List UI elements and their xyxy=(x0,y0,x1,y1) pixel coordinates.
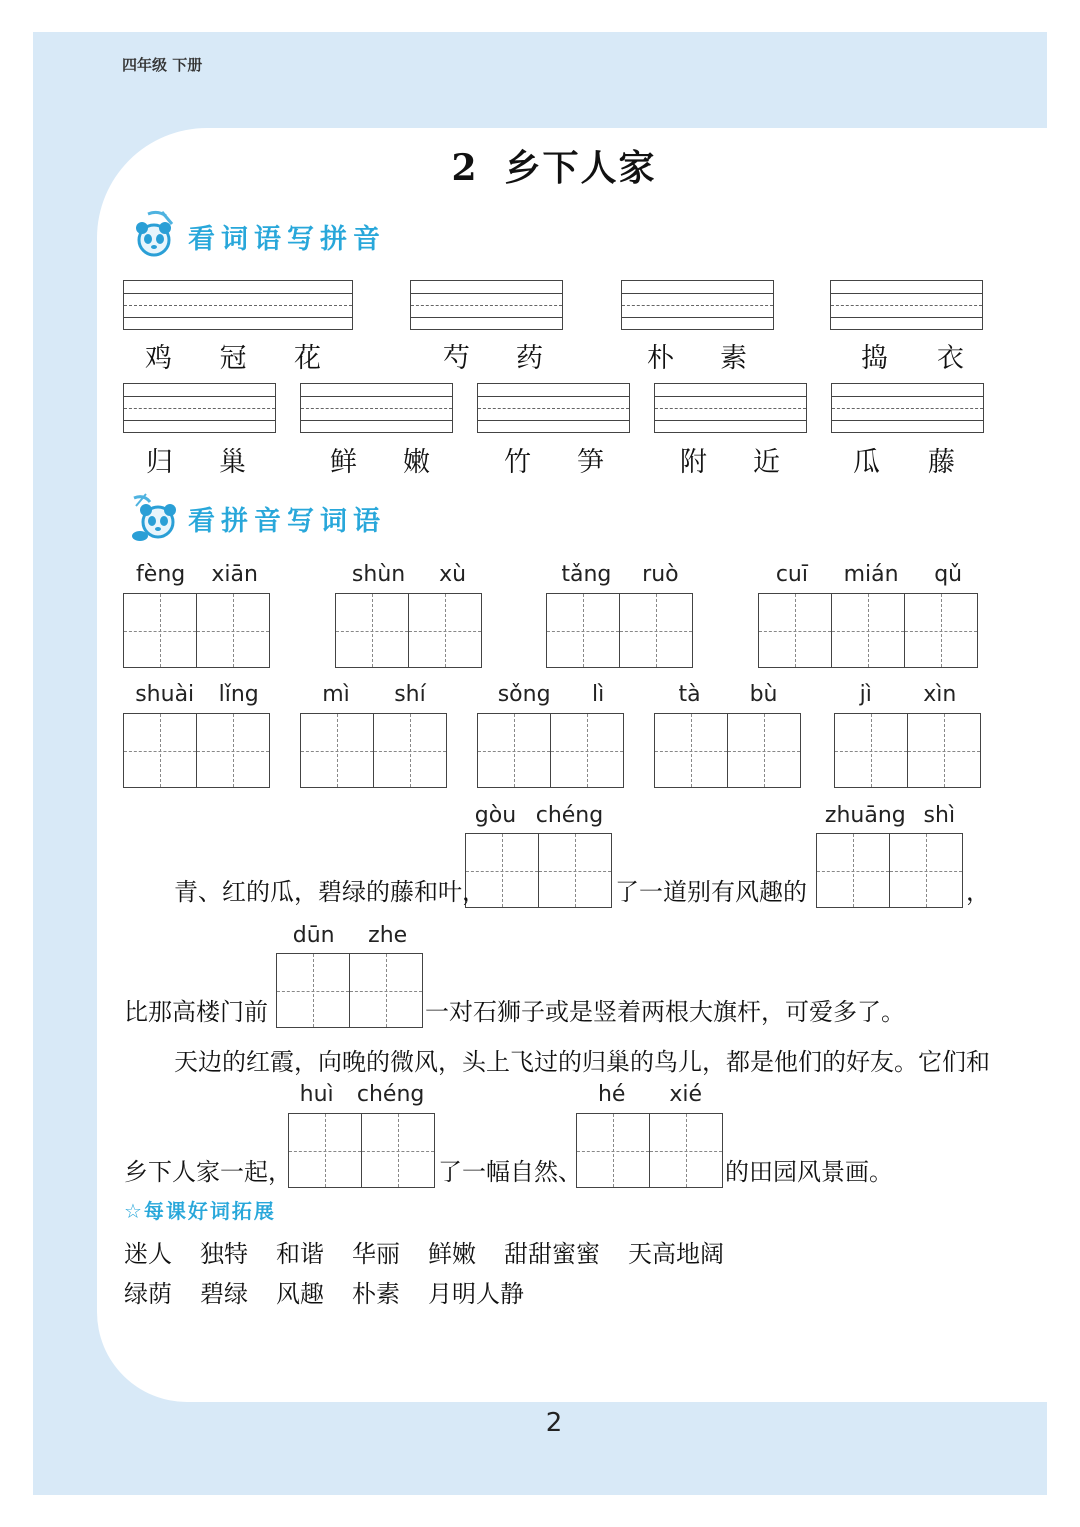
extension-word-list xyxy=(124,1234,752,1269)
pinyin-prompt xyxy=(465,803,613,828)
character-grid[interactable] xyxy=(546,593,693,668)
extension-word: 迷人 xyxy=(124,1240,172,1268)
word-item xyxy=(443,336,543,375)
pinyin-syllable: tǎng xyxy=(561,562,612,587)
word-char: 瓜 xyxy=(853,447,880,478)
character-grid[interactable] xyxy=(123,593,270,668)
pinyin-prompt xyxy=(816,803,964,828)
character-grid[interactable] xyxy=(300,713,447,788)
extension-word: 绿荫 xyxy=(124,1280,172,1308)
pinyin-syllable: hé xyxy=(597,1082,626,1107)
word-char: 附 xyxy=(680,447,707,478)
word-char: 芍 xyxy=(443,343,470,374)
pinyin-syllable: shí xyxy=(394,682,426,707)
word-item xyxy=(330,440,430,479)
pinyin-answer-box[interactable] xyxy=(654,383,807,433)
section1-heading: 看词语写拼音 xyxy=(188,223,386,255)
pinyin-answer-box[interactable] xyxy=(123,280,353,330)
pinyin-prompt xyxy=(335,562,483,587)
extension-word: 风趣 xyxy=(276,1280,324,1308)
extension-word: 朴素 xyxy=(352,1280,400,1308)
section2-header xyxy=(128,492,386,544)
word-item xyxy=(861,336,964,375)
pinyin-syllable: huì xyxy=(299,1082,334,1107)
passage-text: 了一道别有风趣的 xyxy=(615,878,807,906)
pinyin-syllable: chéng xyxy=(535,803,604,828)
lesson-name: 乡下人家 xyxy=(504,147,657,189)
panda-icon xyxy=(128,492,184,544)
character-grid[interactable] xyxy=(465,833,612,908)
word-char: 药 xyxy=(516,343,543,374)
pinyin-syllable: xìn xyxy=(923,682,957,707)
word-char: 鲜 xyxy=(330,447,357,478)
pinyin-prompt xyxy=(276,923,424,948)
word-char: 嫩 xyxy=(403,447,430,478)
word-item xyxy=(145,336,321,375)
pinyin-syllable: fèng xyxy=(136,562,186,587)
pinyin-syllable: sǒng xyxy=(497,682,551,707)
passage-text: 了一幅自然、 xyxy=(438,1158,582,1186)
word-char: 素 xyxy=(720,343,747,374)
lesson-title xyxy=(0,140,1080,191)
character-grid[interactable] xyxy=(288,1113,435,1188)
pinyin-syllable: tà xyxy=(678,682,701,707)
passage-text: 乡下人家一起， xyxy=(124,1158,292,1186)
pinyin-prompt xyxy=(477,682,625,707)
word-item xyxy=(146,440,246,479)
pinyin-syllable: chéng xyxy=(356,1082,425,1107)
character-grid[interactable] xyxy=(477,713,624,788)
word-char: 巢 xyxy=(219,447,246,478)
pinyin-answer-box[interactable] xyxy=(830,280,983,330)
pinyin-answer-box[interactable] xyxy=(410,280,563,330)
pinyin-syllable: gòu xyxy=(474,803,517,828)
character-grid[interactable] xyxy=(654,713,801,788)
extension-word: 月明人静 xyxy=(428,1280,524,1308)
section1-header xyxy=(128,210,386,262)
pinyin-syllable: zhuāng xyxy=(824,803,906,828)
extension-word: 甜甜蜜蜜 xyxy=(504,1240,600,1268)
passage-text: 天边的红霞，向晚的微风，头上飞过的归巢的鸟儿，都是他们的好友。它们和 xyxy=(174,1048,990,1076)
extension-word: 华丽 xyxy=(352,1240,400,1268)
word-char: 归 xyxy=(146,447,173,478)
character-grid[interactable] xyxy=(276,953,423,1028)
pinyin-answer-box[interactable] xyxy=(477,383,630,433)
pinyin-syllable: shì xyxy=(923,803,956,828)
pinyin-answer-box[interactable] xyxy=(621,280,774,330)
character-grid[interactable] xyxy=(335,593,482,668)
pinyin-prompt xyxy=(123,682,271,707)
pinyin-prompt xyxy=(576,1082,724,1107)
pinyin-prompt xyxy=(834,682,982,707)
pinyin-prompt xyxy=(758,562,980,587)
page-number: 2 xyxy=(545,1408,563,1438)
passage-text: 比那高楼门前 xyxy=(124,998,268,1026)
word-item xyxy=(680,440,780,479)
word-char: 衣 xyxy=(937,343,964,374)
pinyin-syllable: cuī xyxy=(775,562,808,587)
character-grid[interactable] xyxy=(576,1113,723,1188)
grade-label: 四年级 下册 xyxy=(122,56,203,74)
pinyin-syllable: xié xyxy=(669,1082,703,1107)
extension-word: 碧绿 xyxy=(200,1280,248,1308)
pinyin-syllable: qǔ xyxy=(934,562,963,587)
word-char: 冠 xyxy=(219,343,247,374)
word-char: 捣 xyxy=(861,343,888,374)
word-char: 朴 xyxy=(647,343,674,374)
lesson-number: 2 xyxy=(451,147,479,189)
character-grid[interactable] xyxy=(816,833,963,908)
pinyin-syllable: mián xyxy=(843,562,899,587)
extension-word: 天高地阔 xyxy=(628,1240,724,1268)
character-grid[interactable] xyxy=(758,593,978,668)
pinyin-answer-box[interactable] xyxy=(123,383,276,433)
word-item xyxy=(853,440,955,479)
word-item xyxy=(504,440,604,479)
extension-word: 和谐 xyxy=(276,1240,324,1268)
passage-text: 的田园风景画。 xyxy=(725,1158,893,1186)
character-grid[interactable] xyxy=(123,713,270,788)
word-char: 笋 xyxy=(577,447,604,478)
character-grid[interactable] xyxy=(834,713,981,788)
word-char: 鸡 xyxy=(145,343,172,374)
extension-heading: ☆每课好词拓展 xyxy=(124,1199,276,1223)
pinyin-prompt xyxy=(300,682,448,707)
word-char: 竹 xyxy=(504,447,531,478)
pinyin-syllable: shùn xyxy=(351,562,406,587)
panda-icon xyxy=(128,210,184,262)
pinyin-prompt xyxy=(123,562,271,587)
pinyin-syllable: lì xyxy=(592,682,605,707)
pinyin-syllable: xù xyxy=(439,562,467,587)
pinyin-prompt xyxy=(546,562,694,587)
word-char: 近 xyxy=(753,447,780,478)
passage-text: 一对石狮子或是竖着两根大旗杆，可爱多了。 xyxy=(425,998,905,1026)
pinyin-syllable: shuài xyxy=(135,682,195,707)
pinyin-syllable: jì xyxy=(859,682,872,707)
passage-text: ， xyxy=(966,878,990,906)
pinyin-syllable: mì xyxy=(322,682,350,707)
extension-word: 独特 xyxy=(200,1240,248,1268)
pinyin-syllable: bù xyxy=(749,682,778,707)
extension-word: 鲜嫩 xyxy=(428,1240,476,1268)
pinyin-syllable: xiān xyxy=(211,562,258,587)
pinyin-prompt xyxy=(288,1082,436,1107)
pinyin-syllable: dūn xyxy=(292,923,335,948)
passage-text: 青、红的瓜，碧绿的藤和叶， xyxy=(174,878,486,906)
extension-word-list xyxy=(124,1274,552,1309)
pinyin-syllable: ruò xyxy=(642,562,679,587)
pinyin-syllable: zhe xyxy=(368,923,408,948)
word-item xyxy=(647,336,747,375)
pinyin-prompt xyxy=(654,682,802,707)
word-char: 花 xyxy=(294,343,321,374)
pinyin-syllable: lǐng xyxy=(218,682,259,707)
pinyin-answer-box[interactable] xyxy=(831,383,984,433)
section2-heading: 看拼音写词语 xyxy=(188,505,386,537)
pinyin-answer-box[interactable] xyxy=(300,383,453,433)
word-char: 藤 xyxy=(928,447,955,478)
